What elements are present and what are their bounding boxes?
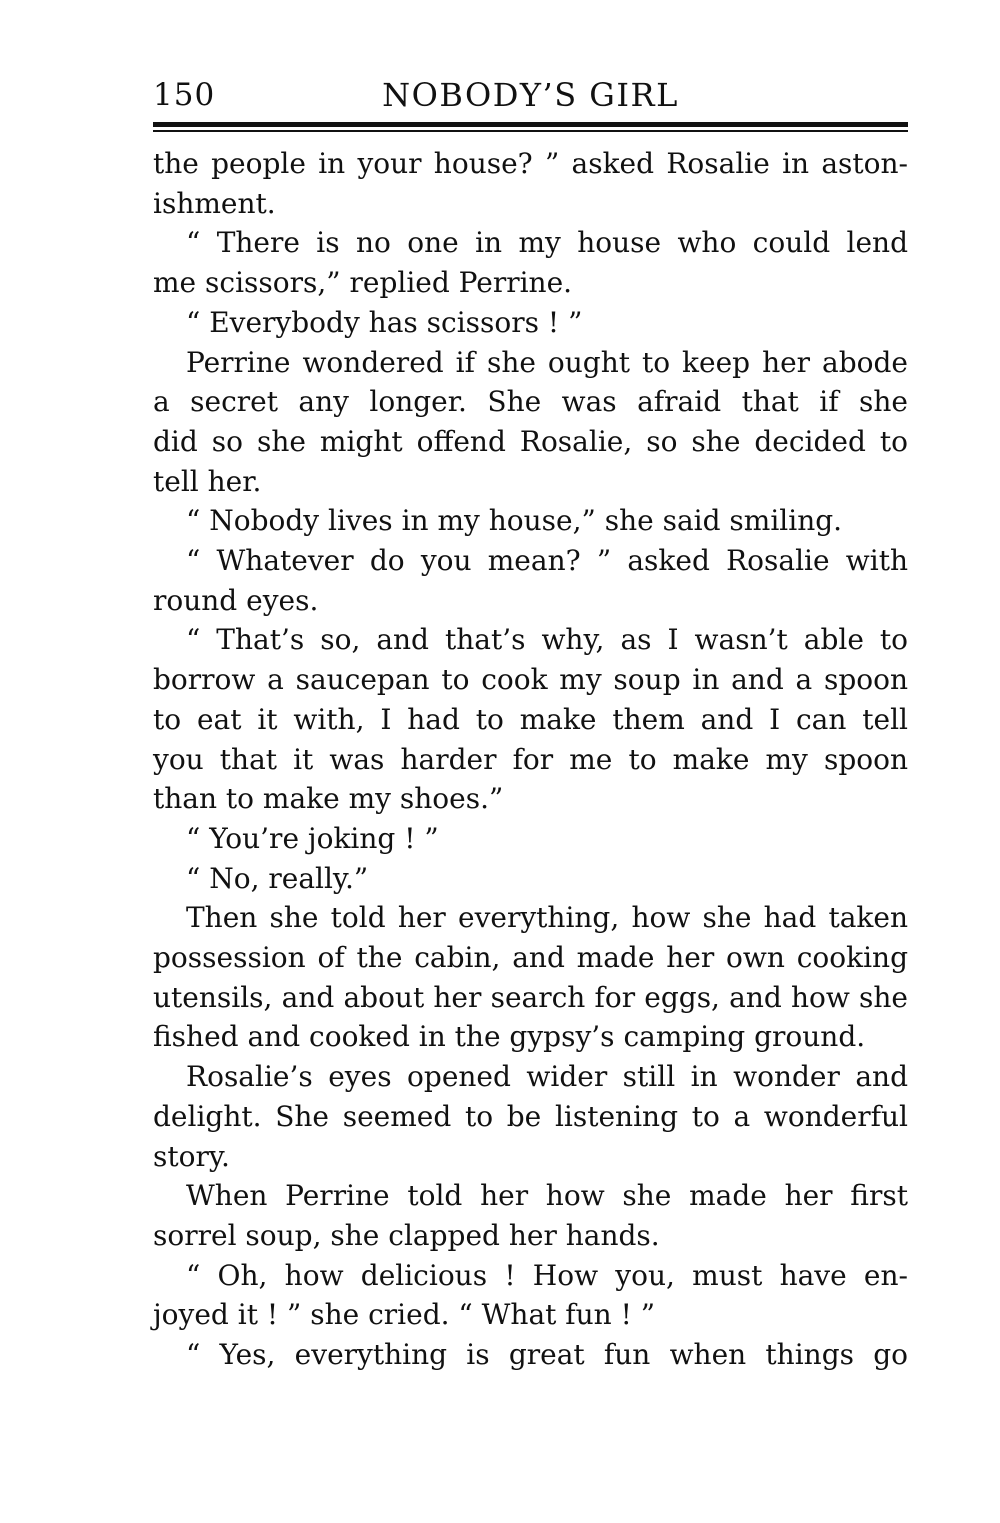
text-line: to eat it with, I had to make them and I can tell [153,702,908,736]
text-line: “ There is no one in my house who could lend [186,226,908,260]
text-line: “ You’re joking ! ” [186,821,439,855]
text-line: you that it was harder for me to make my spoon [153,742,908,776]
book-page [153,72,908,1375]
text-line: than to make my shoes.” [153,782,504,816]
text-line: utensils, and about her search for eggs, and how she [153,980,908,1014]
text-line: Perrine wondered if she ought to keep her abode [186,345,908,379]
text-line: the people in your house? ” asked Rosalie in aston- [153,147,908,180]
header-rule-thick [153,122,908,127]
body-text [153,144,908,1375]
page-number: 150 [153,77,216,113]
text-line: “ That’s so, and that’s why, as I wasn’t able to [186,623,908,657]
text-line: “ No, really.” [186,861,369,895]
text-line: When Perrine told her how she made her first [186,1179,908,1213]
text-line: tell her. [153,464,262,498]
running-title: NOBODY’S GIRL [382,76,679,114]
text-line: possession of the cabin, and made her own cooking [153,941,908,975]
text-line: story. [153,1139,230,1173]
text-line: ishment. [153,186,276,220]
text-line: borrow a saucepan to cook my soup in and a spoon [153,663,908,697]
text-line: “ Nobody lives in my house,” she said smiling. [186,504,843,538]
text-line: joyed it ! ” she cried. “ What fun ! ” [153,1298,656,1332]
text-line: fished and cooked in the gypsy’s camping ground. [153,1020,866,1054]
text-line: delight. She seemed to be listening to a wonderful [153,1099,908,1133]
text-line: Then she told her everything, how she had taken [186,901,908,935]
text-line: me scissors,” replied Perrine. [153,266,573,300]
page-header [153,72,908,118]
text-line: a secret any longer. She was afraid that if she [153,385,908,419]
text-line: sorrel soup, she clapped her hands. [153,1218,660,1252]
text-line: Rosalie’s eyes opened wider still in wonder and [186,1060,908,1094]
header-rule-thin [153,130,908,132]
text-line: “ Whatever do you mean? ” asked Rosalie with [186,544,908,578]
text-line: “ Oh, how delicious ! How you, must have en- [186,1258,908,1292]
text-line: “ Yes, everything is great fun when things go [186,1338,908,1372]
text-line: round eyes. [153,583,319,617]
text-line: “ Everybody has scissors ! ” [186,305,583,339]
text-line: did so she might offend Rosalie, so she decided to [153,424,908,458]
